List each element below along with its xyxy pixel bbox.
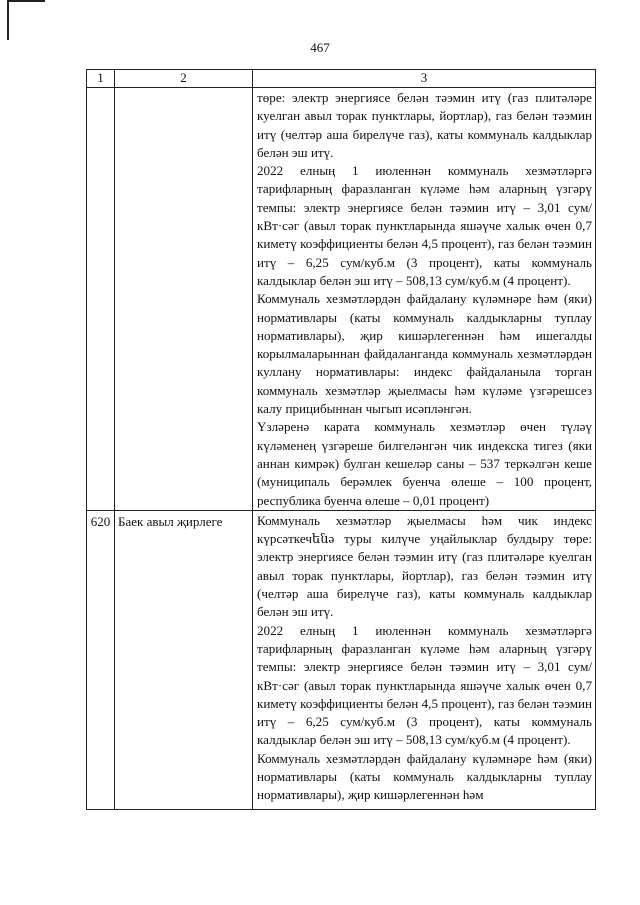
document-table (86, 69, 596, 810)
description-paragraph: төре: электр энергиясе белән тәэмин итү (газ плитәләре куелган авыл торак пунктлары, йортлар), газ белән тәэмин итү (челтәр аша бирелүче газ), каты коммуналь калдыклар белән эш итү. (257, 90, 592, 160)
description-paragraph: Үзләренә карата коммуналь хезмәтләр өчен түләү күләменең үзгәреше билгеләнгән чик индекска тигез (яки аннан кимрәк) булган кешеләр саны – 537 теркәлгән кеше (муниципаль берәмлек буенча өлеше – 100 процент, республика буенча өлеше – 0,01 процент) (257, 419, 592, 508)
page-number: 467 (310, 40, 330, 55)
header-col-2: 2 (115, 70, 253, 88)
row-number: 620 (87, 510, 115, 809)
table-row (87, 510, 596, 809)
scan-corner-mark (7, 0, 9, 40)
description-cell (253, 510, 596, 809)
table-header-row (87, 70, 596, 88)
header-col-1: 1 (87, 70, 115, 88)
description-paragraph: Коммуналь хезмәтләр җыелмасы һәм чик индекс күрсәткечենә туры килүче уңайлыклар булдыру төре: электр энергиясе белән тәэмин итү (газ плитәләре куелган авыл торак пунктлары, йортлар), газ белән тәэмин итү (челтәр аша бирелүче газ), каты коммуналь калдыклар белән эш итү. (257, 512, 592, 620)
description-cell (253, 88, 596, 511)
description-paragraph: 2022 елның 1 июленнән коммуналь хезмәтләргә тарифларның фаразланган күләме һәм аларның үзгәрү темпы: электр энергиясе белән тәэмин итү – 3,01 сум/кВт·сәг (авыл торак пунктларында яшәүче халык өчен 0,7 киметү коэффициенты белән 4,5 процент), газ белән тәэмин итү – 6,25 сум/куб.м (3 процент), каты коммуналь калдыклар белән эш итү – 508,13 сум/куб.м (4 процент). (257, 622, 592, 748)
header-col-3: 3 (253, 70, 596, 88)
settlement-name (115, 88, 253, 511)
description-paragraph: Коммуналь хезмәтләрдән файдалану күләмнәре һәм (яки) нормативлары (каты коммуналь калдыкларны туплау нормативлары), җир кишәрлегеннән һәм ишегалды корылмаларыннан файдаланганда коммуналь хезмәтләрдән куллану нормативлары: индекс файдаланыла торган коммуналь хезмәтләр җыелмасы һәм күләме үзгәрешсез калу прицибыннан чыгып исәпләнгән. (257, 291, 592, 417)
settlement-name: Баек авыл җирлеге (115, 510, 253, 809)
table-row (87, 88, 596, 511)
description-paragraph: Коммуналь хезмәтләрдән файдалану күләмнәре һәм (яки) нормативлары (каты коммуналь калдыкларны туплау нормативлары), җир кишәрлегеннән һәм (257, 750, 592, 803)
row-number (87, 88, 115, 511)
scan-corner-mark-horizontal (7, 0, 45, 2)
description-paragraph: 2022 елның 1 июленнән коммуналь хезмәтләргә тарифларның фаразланган күләме һәм аларның үзгәрү темпы: электр энергиясе белән тәэмин итү – 3,01 сум/кВт·сәг (авыл торак пунктларында яшәүче халык өчен 0,7 киметү коэффициенты белән 4,5 процент), газ белән тәэмин итү – 6,25 сум/куб.м (3 процент), каты коммуналь калдыклар белән эш итү – 508,13 сум/куб.м (4 процент). (257, 163, 592, 288)
row-bottom-spacer (257, 805, 592, 809)
